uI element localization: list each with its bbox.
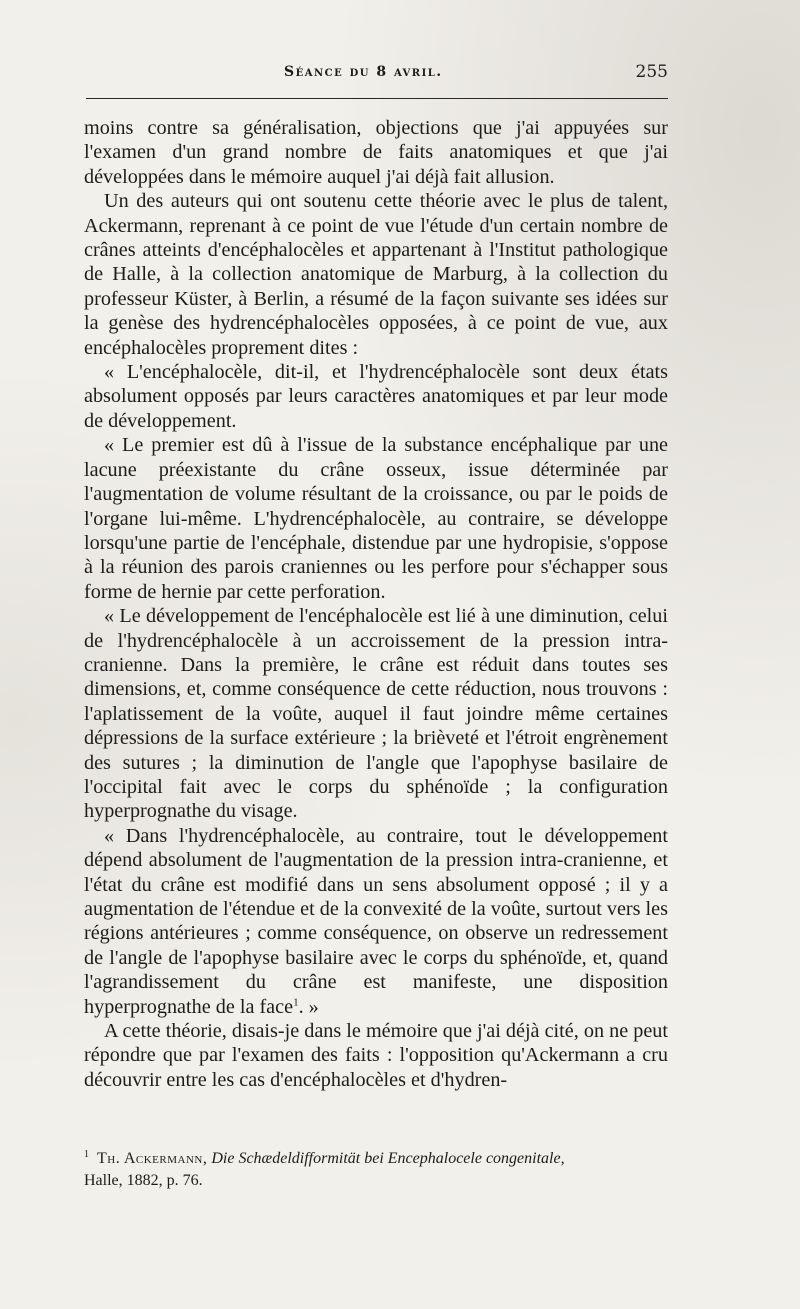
footnote-mark: 1 <box>84 1148 89 1160</box>
footnote-author: Th. Ackermann, <box>97 1150 208 1167</box>
paragraph-2: Un des auteurs qui ont soutenu cette théorie avec le plus de talent, Ackermann, reprenant à ce point de vue l'étude d'un certain nombre de crânes atteints d'encéphalocèles et appartenant à l'Institut pathologique de Halle, à la collection anatomique de Marburg, à la collection du professeur Küster, à Berlin, a résumé de la façon suivante ses idées sur la genèse des hydrencéphalocèles opposées, à ce point de vue, aux encéphalocèles proprement dites : <box>84 190 668 359</box>
paragraph-1: moins contre sa généralisation, objections que j'ai appuyées sur l'examen d'un grand nombre de faits anatomiques et que j'ai développées dans le mémoire auquel j'ai déjà fait allusion. <box>84 117 668 188</box>
paragraph-6 <box>84 824 668 1019</box>
footnote-title: Die Schædeldifformität bei Encephalocele congenitale, <box>211 1150 565 1167</box>
footnote <box>84 1148 668 1192</box>
paragraph-6-text: « Dans l'hydrencéphalocèle, au contraire, tout le développement dépend absolument de l'augmentation de la pression intra-cranienne, et l'état du crâne est modifié dans un sens absolument opposé ; il y a augmentation de l'étendue et de la convexité de la voûte, surtout vers les régions antérieures ; comme conséquence, on observe un redressement de l'angle de l'apophyse basilaire avec le corps du sphénoïde, et, quand l'agrandissement du crâne est manifeste, une disposition hyperprognathe de la face <box>84 824 668 1018</box>
paragraph-5: « Le développement de l'encéphalocèle est lié à une diminution, celui de l'hydrencéphalocèle à un accroissement de la pression intra-cranienne. Dans la première, le crâne est réduit dans toutes ses dimensions, et, comme conséquence de cette réduction, nous trouvons : l'aplatissement de la voûte, auquel il faut joindre même certaines dépressions de la surface extérieure ; la brièveté et l'étroit engrènement des sutures ; la diminution de l'angle que l'apophyse basilaire de l'occipital fait avec le corps du sphénoïde ; la configuration hyperprognathe du visage. <box>84 605 668 823</box>
footnote-reference[interactable]: 1 <box>293 995 299 1008</box>
paragraph-6-tail: . » <box>298 995 319 1018</box>
footnote-publication: Halle, 1882, p. 76. <box>84 1172 203 1189</box>
paragraph-3: « L'encéphalocèle, dit-il, et l'hydrencéphalocèle sont deux états absolument opposés par leurs caractères anatomiques et par leur mode de développement. <box>84 361 668 432</box>
running-title: Séance du 8 avril. <box>284 64 443 80</box>
header-rule <box>86 98 668 99</box>
running-head <box>84 62 668 86</box>
page-number: 255 <box>635 62 668 82</box>
body-text <box>84 116 668 1092</box>
paragraph-4: « Le premier est dû à l'issue de la substance encéphalique par une lacune préexistante du crâne osseux, issue déterminée par l'augmentation de volume résultant de la croissance, ou par le poids de l'organe lui-même. L'hydrencéphalocèle, au contraire, se développe lorsqu'une partie de l'encéphale, distendue par une hydropisie, s'oppose à la réunion des parois craniennes ou les perfore pour s'échapper sous forme de hernie par cette perforation. <box>84 434 668 603</box>
paragraph-7: A cette théorie, disais-je dans le mémoire que j'ai déjà cité, on ne peut répondre que par l'examen des faits : l'opposition qu'Ackermann a cru découvrir entre les cas d'encéphalocèles et d'hydren- <box>84 1020 668 1091</box>
